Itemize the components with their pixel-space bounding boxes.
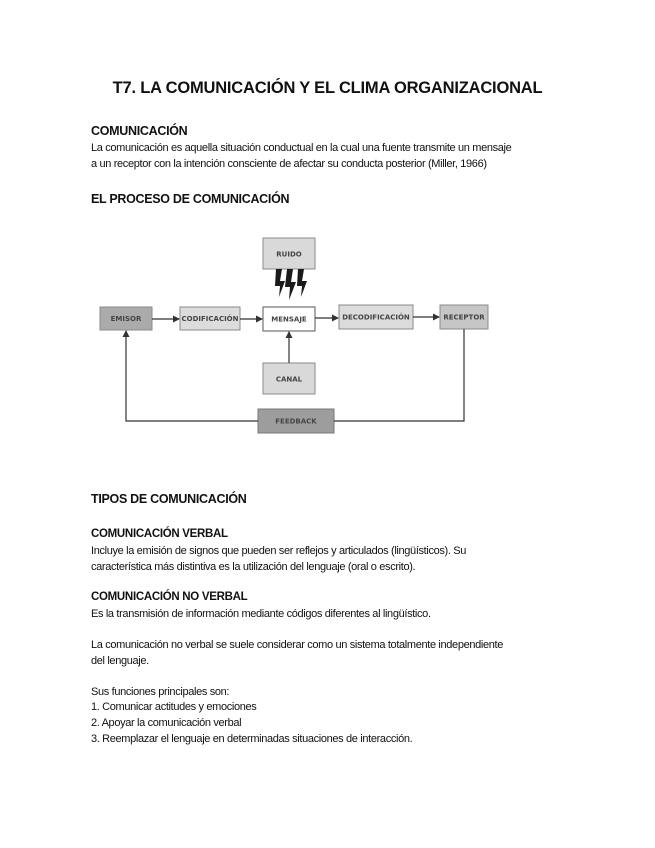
mensaje-label: MENSAJE bbox=[271, 315, 307, 324]
list-item: 2. Apoyar la comunicación verbal bbox=[91, 716, 242, 729]
verbal-line-2: característica más distintiva es la utilización del lenguaje (oral o escrito). bbox=[91, 561, 416, 573]
canal-box bbox=[263, 363, 315, 394]
page-title: T7. LA COMUNICACIÓN Y EL CLIMA ORGANIZACIONAL bbox=[112, 79, 543, 97]
decodificacion-box bbox=[339, 305, 413, 329]
no-verbal-para2-line-1: La comunicación no verbal se suele considerar como un sistema totalmente independiente bbox=[91, 639, 503, 651]
no-verbal-line-1: Es la transmisión de información mediante códigos diferentes al lingüístico. bbox=[91, 608, 431, 620]
emisor-box bbox=[100, 307, 152, 330]
lightning-icon bbox=[275, 269, 307, 300]
section-heading-tipos: TIPOS DE COMUNICACIÓN bbox=[91, 492, 247, 506]
funciones-intro: Sus funciones principales son: bbox=[91, 686, 230, 698]
list-item: 1. Comunicar actitudes y emociones bbox=[91, 701, 257, 713]
funciones-list bbox=[91, 700, 412, 747]
feedback-box bbox=[258, 409, 334, 433]
section-heading-proceso: EL PROCESO DE COMUNICACIÓN bbox=[91, 192, 290, 206]
subheading-verbal: COMUNICACIÓN VERBAL bbox=[91, 528, 228, 540]
section-heading-comunicacion: COMUNICACIÓN bbox=[91, 124, 188, 138]
definition-line-1: La comunicación es aquella situación conductual en la cual una fuente transmite un mensaje bbox=[91, 142, 512, 154]
feedback-label: FEEDBACK bbox=[275, 417, 317, 426]
ruido-box bbox=[263, 238, 315, 269]
canal-label: CANAL bbox=[275, 375, 303, 384]
ruido-label: RUIDO bbox=[276, 250, 302, 259]
no-verbal-para2-line-2: del lenguaje. bbox=[91, 655, 149, 667]
definition-line-2: a un receptor con la intención consciente de afectar su conducta posterior (Miller, 1966) bbox=[91, 158, 487, 170]
codificacion-label: CODIFICACIÓN bbox=[181, 315, 239, 323]
arrow-feedback-emisor bbox=[126, 331, 258, 421]
mensaje-box bbox=[263, 307, 315, 331]
emisor-label: EMISOR bbox=[110, 315, 142, 323]
verbal-line-1: Incluye la emisión de signos que pueden ser reflejos y articulados (lingüísticos). Su bbox=[91, 545, 467, 557]
subheading-no-verbal: COMUNICACIÓN NO VERBAL bbox=[91, 591, 248, 603]
line-receptor-feedback bbox=[334, 329, 464, 421]
codificacion-box bbox=[180, 307, 240, 330]
communication-process-diagram bbox=[90, 225, 490, 440]
decodificacion-label: DECODIFICACIÓN bbox=[342, 313, 410, 322]
receptor-label: RECEPTOR bbox=[443, 313, 485, 322]
receptor-box bbox=[440, 305, 488, 329]
list-item: 3. Reemplazar el lenguaje en determinadas situaciones de interacción. bbox=[91, 732, 413, 745]
